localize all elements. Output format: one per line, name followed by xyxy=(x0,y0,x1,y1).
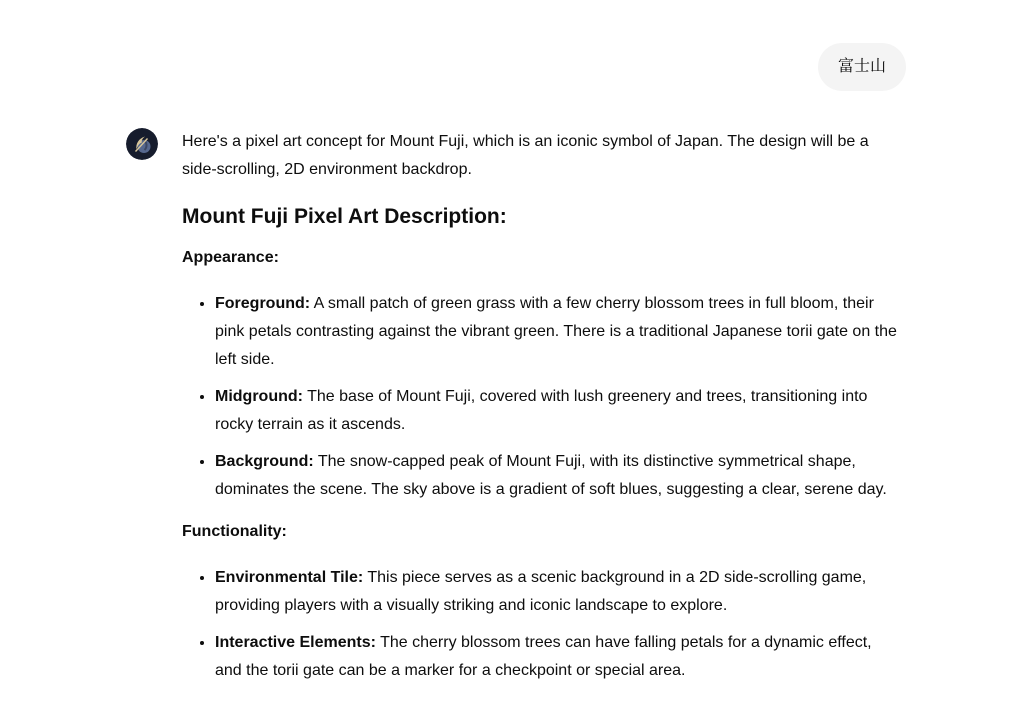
list-item-text: This piece serves as a scenic background in a 2D side-scrolling game, providing players with a visually striking and iconic landscape to explore. xyxy=(215,569,867,614)
list-item-interactive-elements xyxy=(215,629,898,685)
list-item-text: The snow-capped peak of Mount Fuji, with its distinctive symmetrical shape, dominates the scene. The sky above is a gradient of soft blues, suggesting a clear, serene day. xyxy=(215,453,887,498)
appearance-list xyxy=(182,290,898,504)
list-item-midground xyxy=(215,383,898,439)
assistant-avatar xyxy=(126,128,158,160)
list-item-label: Background: xyxy=(215,453,314,470)
user-message-row xyxy=(126,43,898,91)
list-item-text: A small patch of green grass with a few cherry blossom trees in full bloom, their pink petals contrasting against the vibrant green. There is a traditional Japanese torii gate on the left side. xyxy=(215,295,897,368)
functionality-label xyxy=(182,518,898,546)
list-item-label: Environmental Tile: xyxy=(215,569,364,586)
conversation-thread xyxy=(126,0,898,699)
appearance-label-text: Appearance: xyxy=(182,249,279,266)
list-item-label: Interactive Elements: xyxy=(215,634,376,651)
list-item-text: The cherry blossom trees can have falling petals for a dynamic effect, and the torii gate can be a marker for a checkpoint or special area. xyxy=(215,634,872,679)
user-message-bubble: 富士山 xyxy=(818,43,906,91)
assistant-message xyxy=(182,128,898,699)
list-item-foreground xyxy=(215,290,898,374)
functionality-label-text: Functionality: xyxy=(182,523,287,540)
list-item-text: The base of Mount Fuji, covered with lush greenery and trees, transitioning into rocky terrain as it ascends. xyxy=(215,388,868,433)
list-item-label: Midground: xyxy=(215,388,303,405)
list-item-label: Foreground: xyxy=(215,295,311,312)
functionality-list xyxy=(182,564,898,685)
section-heading: Mount Fuji Pixel Art Description: xyxy=(182,205,507,228)
intro-paragraph: Here's a pixel art concept for Mount Fuji, which is an iconic symbol of Japan. The design will be a side-scrolling, 2D environment backdrop. xyxy=(182,133,869,178)
paintbrush-avatar-icon xyxy=(126,128,158,160)
appearance-label xyxy=(182,244,898,272)
assistant-message-row xyxy=(126,128,898,699)
list-item-background xyxy=(215,448,898,504)
list-item-environmental-tile xyxy=(215,564,898,620)
